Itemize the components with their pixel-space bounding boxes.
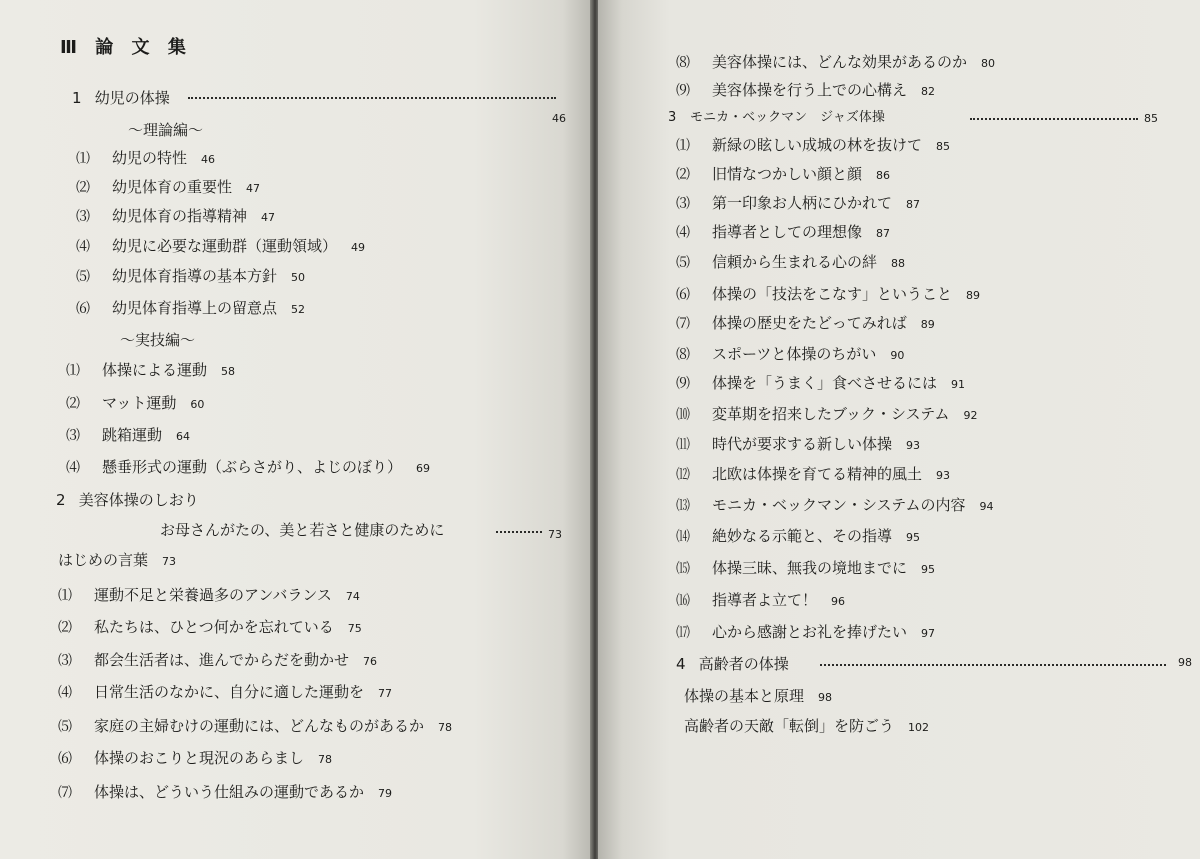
item-title: 心から感謝とお礼を捧げたい — [712, 623, 908, 641]
page-number: 98 — [818, 691, 833, 704]
toc-item — [58, 617, 362, 639]
toc-item — [676, 52, 995, 74]
page-number: 58 — [221, 365, 236, 378]
toc-item — [676, 80, 935, 102]
section-number: 3 — [668, 110, 677, 125]
leader-dots — [970, 118, 1138, 120]
toc-item — [676, 193, 920, 215]
page-number: 95 — [921, 563, 936, 576]
toc-item — [76, 206, 275, 228]
toc-item — [76, 298, 305, 320]
page-number: 91 — [951, 378, 966, 391]
item-title: 幼児体育指導上の留意点 — [112, 299, 278, 317]
item-marker: ⒄ — [676, 625, 690, 641]
leader-dots — [188, 97, 556, 99]
section-subtitle: お母さんがたの、美と若さと健康のために — [160, 521, 445, 539]
toc-section-3 — [668, 108, 885, 128]
item-title: 体操のおこりと現況のあらまし — [94, 749, 305, 767]
item-marker: ⑼ — [676, 83, 690, 99]
item-marker: ⑿ — [676, 467, 690, 483]
item-title: 幼児の特性 — [112, 149, 188, 167]
section-title: 高齢者の体操 — [698, 655, 789, 673]
page-number: 77 — [378, 687, 393, 700]
item-title: 体操の基本と原理 — [684, 687, 805, 705]
item-title: 新緑の眩しい成城の林を抜けて — [712, 136, 923, 154]
page-number: 94 — [979, 500, 994, 513]
toc-item — [676, 284, 980, 306]
page-number: 73 — [548, 528, 562, 541]
page-number: 64 — [176, 430, 191, 443]
page-number: 98 — [1178, 656, 1192, 669]
page-number: 73 — [162, 555, 177, 568]
item-title: 美容体操を行う上での心構え — [712, 81, 908, 99]
item-title: 絶妙なる示範と、その指導 — [712, 527, 893, 545]
section-heading: Ⅲ 論 文 集 — [60, 37, 192, 58]
item-marker: ⑸ — [58, 719, 72, 735]
toc-item — [66, 457, 430, 479]
toc-item — [676, 526, 920, 548]
item-marker: ⑻ — [676, 347, 690, 363]
page-number: 60 — [190, 398, 205, 411]
left-page — [0, 0, 592, 859]
page-number: 50 — [291, 271, 306, 284]
item-marker: ⑹ — [76, 301, 90, 317]
page-number: 85 — [936, 140, 951, 153]
item-title: 幼児体育の指導精神 — [112, 207, 248, 225]
page-number: 97 — [921, 627, 936, 640]
toc-item — [676, 434, 920, 456]
section-title: モニカ・ベックマン ジャズ体操 — [690, 110, 885, 125]
item-title: スポーツと体操のちがい — [712, 345, 877, 363]
toc-item — [676, 222, 890, 244]
practice-subheading: ～実技編～ — [120, 331, 196, 349]
toc-item — [676, 313, 935, 335]
item-title: 体操の「技法をこなす」ということ — [712, 285, 953, 303]
page-number: 95 — [906, 531, 921, 544]
item-marker: ⑶ — [676, 196, 690, 212]
toc-item — [676, 164, 890, 186]
item-title: 私たちは、ひとつ何かを忘れている — [94, 618, 334, 636]
page-number: 85 — [1144, 112, 1158, 125]
theory-subheading: ～理論編～ — [128, 121, 204, 139]
toc-item — [58, 550, 176, 572]
item-title: 都会生活者は、進んでからだを動かせ — [94, 651, 350, 669]
item-marker: ⑶ — [66, 428, 80, 444]
item-marker: ⑸ — [676, 255, 690, 271]
item-marker: ⑷ — [676, 225, 690, 241]
section-number: 4 — [676, 655, 686, 673]
toc-item — [684, 716, 929, 738]
section-title: 美容体操のしおり — [78, 491, 199, 509]
page-number: 89 — [966, 289, 981, 302]
item-marker: ⑴ — [58, 588, 72, 604]
toc-item — [676, 373, 965, 395]
item-title: モニカ・ベックマン・システムの内容 — [712, 496, 966, 514]
item-title: 懸垂形式の運動（ぶらさがり、よじのぼり） — [102, 458, 403, 476]
item-marker: ⑵ — [58, 620, 72, 636]
page-number: 90 — [890, 349, 905, 362]
item-marker: ⒃ — [676, 593, 690, 609]
page-number: 78 — [318, 753, 333, 766]
page-number: 46 — [201, 153, 216, 166]
page-number: 93 — [906, 439, 921, 452]
toc-item — [66, 393, 204, 415]
toc-item — [66, 425, 190, 447]
item-marker: ⑶ — [58, 653, 72, 669]
item-marker: ⑵ — [676, 167, 690, 183]
page-number: 74 — [345, 590, 360, 603]
item-title: 日常生活のなかに、自分に適した運動を — [94, 683, 365, 701]
page-number: 80 — [981, 57, 996, 70]
item-marker: ⑹ — [58, 751, 72, 767]
toc-item — [676, 252, 905, 274]
section-number: 2 — [56, 491, 66, 509]
item-marker: ⑾ — [676, 437, 690, 453]
item-marker: ⑵ — [76, 180, 90, 196]
toc-item — [76, 177, 260, 199]
item-title: 跳箱運動 — [102, 426, 163, 444]
item-title: 幼児体育指導の基本方針 — [112, 267, 278, 285]
right-page — [598, 0, 1200, 859]
item-marker: ⑷ — [76, 239, 90, 255]
item-marker: ⑵ — [66, 396, 80, 412]
toc-section-2 — [56, 490, 199, 510]
toc-item — [66, 360, 235, 382]
item-marker: ⒀ — [676, 498, 690, 514]
item-marker: ⑷ — [66, 460, 80, 476]
page-number: 52 — [291, 303, 306, 316]
page-number: 76 — [363, 655, 378, 668]
item-title: 体操は、どういう仕組みの運動であるか — [94, 783, 365, 801]
page-number: 75 — [347, 622, 362, 635]
item-marker: ⑴ — [676, 138, 690, 154]
page-number: 88 — [891, 257, 906, 270]
page-number: 46 — [552, 112, 566, 125]
item-title: 運動不足と栄養過多のアンバランス — [94, 586, 332, 604]
item-marker: ⑺ — [58, 785, 72, 801]
toc-item — [676, 344, 904, 366]
page-number: 93 — [936, 469, 951, 482]
page-number: 49 — [351, 241, 366, 254]
item-title: 旧情なつかしい顔と顔 — [712, 165, 863, 183]
item-marker: ⑹ — [676, 287, 690, 303]
item-marker: ⒂ — [676, 561, 690, 577]
item-title: 体操による運動 — [102, 361, 208, 379]
item-marker: ⑻ — [676, 55, 690, 71]
page-number: 69 — [416, 462, 431, 475]
item-title: 時代が要求する新しい体操 — [712, 435, 893, 453]
item-title: 信頼から生まれる心の絆 — [712, 253, 878, 271]
page-number: 47 — [246, 182, 261, 195]
toc-item — [676, 558, 935, 580]
item-title: 体操を「うまく」食べさせるには — [712, 374, 938, 392]
page-number: 87 — [906, 198, 921, 211]
page-number: 102 — [908, 721, 930, 734]
toc-item — [58, 650, 377, 672]
toc-item — [676, 404, 977, 426]
toc-item — [58, 748, 332, 770]
toc-item — [76, 266, 305, 288]
item-title: 第一印象お人柄にひかれて — [712, 194, 893, 212]
toc-item — [58, 716, 452, 738]
toc-item — [676, 464, 950, 486]
item-title: 体操の歴史をたどってみれば — [712, 314, 907, 332]
toc-item — [676, 622, 935, 644]
section-title: 幼児の体操 — [94, 89, 170, 107]
toc-item — [58, 585, 360, 607]
item-title: はじめの言葉 — [58, 551, 149, 569]
item-title: マット運動 — [102, 394, 177, 412]
item-marker: ⑶ — [76, 209, 90, 225]
toc-item — [676, 495, 994, 517]
item-marker: ⑴ — [76, 151, 90, 167]
page-number: 47 — [261, 211, 276, 224]
toc-item — [676, 590, 845, 612]
page-number: 79 — [378, 787, 393, 800]
page-number: 87 — [876, 227, 891, 240]
toc-item — [58, 782, 392, 804]
page-number: 96 — [831, 595, 846, 608]
item-marker: ⑴ — [66, 363, 80, 379]
item-marker: ⑷ — [58, 685, 72, 701]
toc-item — [76, 148, 215, 170]
page-number: 89 — [920, 318, 935, 331]
item-title: 変革期を招来したブック・システム — [712, 405, 950, 423]
toc-item — [676, 135, 950, 157]
item-title: 幼児体育の重要性 — [112, 178, 233, 196]
item-title: 北欧は体操を育てる精神的風土 — [712, 465, 923, 483]
item-marker: ⑺ — [676, 316, 690, 332]
page-number: 86 — [876, 169, 891, 182]
page-number: 78 — [438, 721, 453, 734]
toc-section-1 — [72, 88, 170, 108]
item-title: 美容体操には、どんな効果があるのか — [712, 53, 968, 71]
page-number: 82 — [921, 85, 936, 98]
toc-item — [684, 686, 832, 708]
item-title: 家庭の主婦むけの運動には、どんなものがあるか — [94, 717, 425, 735]
item-title: 高齢者の天敵「転倒」を防ごう — [684, 717, 895, 735]
item-marker: ⒁ — [676, 529, 690, 545]
item-title: 指導者としての理想像 — [712, 223, 863, 241]
item-marker: ⑸ — [76, 269, 90, 285]
item-marker: ⑽ — [676, 407, 690, 423]
item-title: 体操三昧、無我の境地までに — [712, 559, 908, 577]
item-title: 指導者よ立て！ — [712, 591, 818, 609]
leader-dots — [820, 664, 1166, 666]
toc-item — [76, 236, 365, 258]
toc-item — [58, 682, 392, 704]
page-number: 92 — [963, 409, 978, 422]
item-title: 幼児に必要な運動群（運動領域） — [112, 237, 338, 255]
leader-dots — [496, 531, 542, 533]
item-marker: ⑼ — [676, 376, 690, 392]
toc-section-4 — [676, 654, 789, 674]
section-number: 1 — [72, 89, 82, 107]
